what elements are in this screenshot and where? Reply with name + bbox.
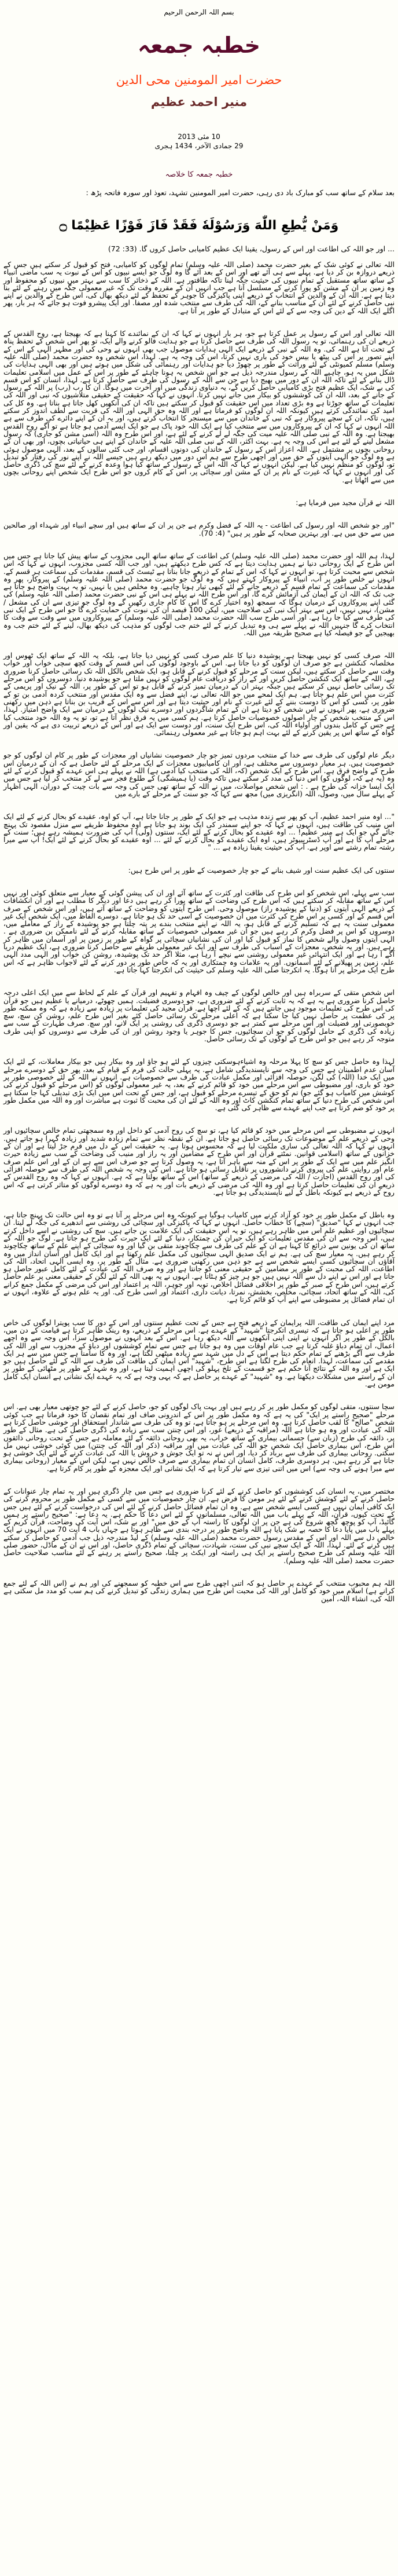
paragraph: اس شخص متقی کے سربراہ ہیں اور خالص لوگوں کے چیف وہ افہام و تفہیم اور قرآن کے علم کے لحاظ سے میں ایک اعلی درجہ حاصل کرنا ضروری ہے یہ ہے کہ یہ ثابت کرنے کے لئے ضروری ہے، جو دوسری فضیلت. ہمیں چھوٹے، درمیانے یا عظیم ہیں جو قرآن کی اس طرح کی تعلیمات موجود ہیں جانتے ہیں کہ کے لئے اچھا ہے. قرآن مجید کی تعلیمات پر زیادہ سے زیادہ ہے کہ وہ ممکنہ طور پر کی عظمت پر حاصل نہیں کیا جا سکتا ہے کہ اعلی مرحلے تک رسائی حاصل کئے بغیر اس طرح علم، روشن کن سچ، سچ خوبصورتی اور فضیلت اور اس مرحلے سے کمتر ہے جو دوسری ڈگری کی روشنی پر ایک لانے، اور سچ. صرف طہارت کے سب سے زیادہ کی ڈگری کے حامل لوگوں کو جو ان سچائیوں، جس کا جوہر یا وجود روشن اور ان کی طرف سے دوسروں کو اپنی طرف متوجہ کر رہے ہیں جو اس طرح کے لوگوں کے تک رسائی حاصل. [3, 989, 395, 1044]
quran-verse: وَمَنْ يُّطِعِ اللّٰهَ وَرَسُوْلَهٗ فَقَدْ فَازَ فَوْزًا عَظِيْمًا ۝ [59, 218, 339, 233]
verse-translation: ... اور جو اللہ کی اطاعت اور اس کے رسول، یقینا ایک عظیم کامیابی حاصل کروں گا. (33: 72) [108, 244, 395, 253]
date-block [3, 132, 395, 151]
paragraph: وہ باطل کے مکمل طور پر خود کو آزاد کرنے میں کامیاب ہوگیا ہے کیونکہ وہ اس مرحلے پر آتا ہے تو وہ اس حالت تک پہنچ جاتا ہے، جب انہوں نے کہا "صدیق" (سچے) کا خطاب حاصل. انہوں نے کہا کہ پاکیزگی اور سچائی کی روشنی سے اندھیرے کی جگہ لے لیتا. ان سچائیوں اور عظیم علم اس میں ظاہر رہے ہیں، تو یہ اس حقیقت کی ایک علامت بن جاتے ہیں. سچ کی روشنی نے اسے داخل کرتے ہیں، اس وجہ سے ان کی مقدس تعلیمات کو ایک حیران کن چمتکار، دنیا کے لئے ایک حیرت کی طرح ہو جاتا ہے. لوگ جو اللہ کے ساتھ ان کی یونین سے ذرائع کا کہنا ہے ان کے علم کی طرف سے چکاچوند متقی بن گیا اور وہ سچائی کے اپنے علم کے ساتھ چکاچوند کر رہے ہیں. یہ معیار سچ کی ہے. ہم نے ایک صدیق الہی سچائیوں کی مکمل علم رکھتا ہے اور ایک کامل اور آسان انداز میں وہ آقاؤں ان سچائیوں کسی ایسے شخص سے ہے جو ذہن میں رکھنی ضروری ہے. مثال کے طور پر، وہ ایسی الہی اتحاد، اللہ کی اطاعت، اللہ کی محبت کے طور پر مضامین کے حقیقی معنی کو جانتا ہے اور وہ صرف اللہ کی عبادت کے لئے کامل عبور حاصل ہو جاتا ہے اور اس نے اپنے دل سے اللہ نہیں ہیں جو ہر چیز کو ہٹاتا ہے. انہوں نے یہ بھی اللہ کے لئے لگن کے حقیقی معنی پر علم حاصل کرتے ہیں، اس طرح کے صبر کے طور پر اخلاقی فضائل اخلاص، توبہ اور جوہر، اللہ پر اعتماد اور اس کی مرضی کے مکمل جمع کرانے کی، اللہ کے ساتھ اتحاد، سچائی، مخلص، بخشش، نمرتا، دیانت داری، اعتماد اور اسی طرح کی. اور یہ علم ہونے کے علاوہ، انہوں نے ان تمام فضائل پر مضبوطی سے اپنے آپ کو قائم کرتا ہے. [3, 1211, 395, 1304]
closing-prayer: اللہ ہم محبوب منتخب کے عہدے پر حاصل ہو کہ اتنی اچھی طرح سے اس خطبہ کو سمجھنے کی اور ہم نے (اس اللہ کے لئے جمع کرانے ہے) اسلام میں خود کو کامل اور اللہ کی محبت اس طرح میں ہماری زندگی کو تبدیل کرنے کی ہم سب کو مدد مل سکتی ہے اللہ کی، انشاء اللہ، آمین [3, 1579, 395, 1603]
paragraph: سب سے پہلے، اس شخص کو اس طرح کی طاقت اور کثرت کے ساتھ آئے اور ان کی پیشن گوئی کے معیار سے متعلق کوئی اور نہیں اس کے ساتھ مقابلہ کر سکتے ہیں کہ اس طرح کی وضاحت کے ساتھ پورا کر رہے ہیں دعا اور دیگر کا مطلب ہے اور ان انکشافات کے ذریعے الہی آیتوں کو (دنیا کے پوشیدہ راز) موصول وحی. اس طرح آیتوں کو وضاحت کے ساتھ آتے ہیں، اور اس شخص کے صرف اس قسم کے اور کسی پر اس طرح کی کثرت میں ان خصوصیت کے اسی حد تک ہو جاتا ہے. دوسرے الفاظ میں، ایک شخص ایک غیر معمولی سنت یہ ہے کہ تسلیم کرنے کے قابل ہو، یہ اللہ نے اپنے منتخب بندے پر پتہ چلتا ہے جو پوشیدہ کے راز کے معاملے میں، دوسروں کو اس پر فضل وکرم کر رہے ہیں جو ان غیر معمولی خصوصیات کے ساتھ مقابلہ کرنے کے لئے ناممکن بن ضروری ہے . الہی آیتوں وصول والے شخص کا نماز کو قبول کیا اور ان کی نشانیاں سچائی پر گواہ کے طور پر زمین پر اور آسمان میں ظاہر کر رہے ہیں. اور یہ شخص، معجزات کے اسباب کی طرف سے اور ایک غیر معمولی طریقے سے حاصل کرنا ضروری ہے، ایک عظیم دریا آگے آ رہا ہے اور ایک انتہائی غیر معمولی روشنی سے نیچے آ رہا ہے، مثلا اگر حد تک پوشیدہ، روشن کن خواب اور الہی مدد الہی علم، زمین پر پھیلانے کے لئے آسمانوں. اور یہ علامات وہ چمتکاری اور یہ کہ خاص طور پر دور کرنے کے لئے لاجواب ظاہر ہے کہ اس طرح ایک مرحلے پر آنا ہوگا. یہ اتکرجتا صلی اللہ علیہ وسلم کی حیثیت کی اتکرجتا کہا جاتا ہے. [3, 889, 395, 974]
paragraph: دیگر عام لوگوں کی طرف سے خدا کے منتخب مردوں تمیز جو چار خصوصیت نشانیاں اور معجزات کے طور پر کام ان لوگوں کو جو خصوصیت ہیں. ہر معیار دوسروں سے مختلف ہے، اور ان کامیابیوں معجزات کے ایک مرحلے کے لئے حاصل ہے کہ ان کے درمیان اس طرح کے واضح فرق ہے. اس طرح کے ایک شخص (کہ، اللہ کی منتخب کیا آدمی ہے) اللہ نے پہلے ہی اس عہدے کو قبول کرنے کے لئے وہ (یہ ہے کہ، لوگوں کو) اس دنیا کی مدد کر سکتے ہیں تاکہ وقت (یا ہمیشگی) کے طلوع فجر سے لے کر منتخب کر لیا ہے جس میں ایک ایسا خزانہ کی طرح ہے . : اس شخص مواصلات، میں نے اللہ کے ساتھ تھی جس کی وجہ سے بات چیت کے دوران، الہی اظہار کے پہلے سال میں، وصول، اللہ (انگریزی میں) مجھ سے کہا کہ جو سنت کے مرحلے کے بارے میں [3, 751, 395, 798]
page-title: خطبہ جمعہ [138, 32, 260, 58]
paragraph: لہذا، ہم اللہ اور حضرت محمد (صلی اللہ علیہ وسلم) کی اطاعت کے ساتھ ساتھ الہی مجزوب کے ساتھ پیش کیا جاتا ہے جس میں اس طرح کے ایک روحانی دنیا نے ہمیں ہدایت دیتا ہے کہ کس طرح دیکھتے ہیں، اور جب اللہ کسی مجزوب، انہوں نے کہا کہ اس شخص سے محبت کرتا ہے، تو انہوں نے کہا کہ اس کے تمام کے ذریعے جانا بناتا ہے ٹیسٹ کی قسم، مقدمات کی سماعت ہر قسم کے. انہوں نے خلص طور پر اب، انبیاء کے پیروکار کہتے ہیں کہ وہ لوگ جو حضرت محمد (صلی اللہ علیہ وسلم) کے پیروکار، پھر وہ مقدمات کی سماعت کے تمام قسم کے ذریعے جانے کے لئے کبھی تیار ہونا چاہیے. وہ مخلص ہیں یا نہیں، تو یہ بہت واضح ہو جاتا ہے جب تک کہ اللہ ان کے ایمان کی آزمائش کرے گا، اور اس طرح اللہ نے پہلے ہی اس کے نبی حضرت محمد (صلی اللہ علیہ وسلم) کی گئی اپنے پیروکاروں کے درمیان ہوگا کہ سمجھ (وہ اختیار کرے گا اس کا کام جاری رکھیں گے وہ لوگ جو تیزی سے ان کی مشعل / مشن)، نہیں نہیں، اس سے بہتر ایک نبی کی صلاحیت میں، لیکن 100 فیصد ان کی نبوت کی حمایت کرے گا جو اس طرح کے ایک نبی کی طرف سے کیا جا رہا ہے. اور اسی طرح سب اللہ حضرت محمد (صلی اللہ علیہ وسلم) کے پیروکاروں میں سے وقت سے وقت کا انتخاب کرے گا جنہیں اللہ نے پہلے سے ہی وہ تبدیل کرنے کے لئے ختم جب لوگوں کو مذہب کی دیکھ بھال، لینے کے لئے ختم جب وہ بھیجیں گے جو فیصلہ کیا ہے صحیح طریقہ میں اللہ. [3, 551, 395, 637]
paragraph: مرد اپنے ایمان کی طاقت، اللہ پرایمان کے ذریعے فتح ہے جس کے تحت عظیم سنتوں اور اس کے دور کا سب پویترا لوگوں کی خاص طور پر اعلی ہو جاتا ہے کہ تیسری اتکرجتا "شہید" کے عہدے ہے. اس مرحلے کے ذریعے، وہ رینک ظاہر کرتا ہے قیامت کے دن میں، بالکل کے طور پر اگر انہوں نے اپنی اپنی آنکھوں سے اللہ دیکھ رہا ہے. اس کے بعد انہوں نے موصول سزا، اس وجہ سے وہ اچھے اعمال، ان تمام دباؤ غلبہ کرتا ہے جب عام اوقات میں وہ ہو جاتا ہے جس سے تمام کوششوں اور دباؤ کے مجزوب سے اور اللہ کی طرف سے آگے بڑھنے کے تمام حکم دیتا ہے اس کے دل میں شہد سے زیادہ میٹھی لگتا ہے، اور وہ کا سامنا ہے جس میں سے ہر ایک مقدمے کی سماعت، لہذا. انعام کی طرح لگتا ہے اس طرح، "شہید" اس ایمان کی طاقت کی طرف سے اللہ کے لئے حاصل ہیں جو ایک ہے اور وہ اللہ کے نتائج آنا حکم ہے جو قسمت کے تلخ پہلو کی اچھی اہمیت لیتا ہے، اور وہ شہد کے طور پر مٹھائی کے طور پر ان کے راستے میں مشکلات دیکھتا ہے. وہ "شہید" کے عہدے پر حاصل ہے کہ یہی وجہ ہے کہ یہ عہدے ایک نشانی ہے انسان ایک کامل مومن ہے. [3, 1318, 395, 1389]
paragraph: مختصر میں، یہ انسان کی کوششوں کو حاصل کرنے کے لئے کرنا ضروری ہے جس میں چار ڈگری ہیں اور یہ تمام چار عنوانات کے حاصل کرنے کے لئے کوشش کرنے کے لئے ہر مومن کا فرض ہے. ان چار خصوصیات میں سے کسی کے مکمل طور پر محروم کرنے کی ایک کافی ایمان نہیں ہے کسی ایسے شخص سے ہے. وہ ان تمام فضائل حاصل کرنے کے لئے اس کی درخواست کرنے کے لئے ہیں جس کے تحت کیوں، قرآن، اللہ کے پہلے باب میں اللہ تعالی، مسلمانوں کے لئے اس دعا کا حکم ہے. یہ دعا ہے: "صحیح راستے پر ہمیں گائیڈ، آپ کو پوچھ گچھ شروع کی ہے جن پر ان لوگوں کا راستہ آپ کے حق میں" اور بے شک، اس آیت کی وضاحت، قرآن کریم کے پہلے باب میں پایا دعا کا حصہ بے شک پایا ہے اللہ واضح طور پر درجہ بندی سے ظاہر ہوتا ہے جہاں باب 4 آیت 70 میں انہوں نے ایک خالص دل سے اللہ اور اس کے مقدس رسول حضرت محمد (صلی اللہ علیہ وسلم) کے لیڈ مندرجہ ذیل جب آدمی کو حاصل کر سکتے ہیں کرنے کے لئے. لہذا، اللہ کے ایک سچے نبی کی سنت، شہادت، سچائی کے تمام ڈگری حاصل، اور اس نے ان کے ماڈل، حضور صلی اللہ علیہ وسلم کی طرح صحیح راستے پر ایک ہی راستہ اور ایکٹ پر چلنا، صحیح راستے پر رہنے کے لئے مناسب صلاحیت حاصل حضرت محمد (صلی اللہ علیہ وسلم). [3, 1487, 395, 1565]
paragraph: سنتوں کی ایک عظیم سنت اور شیف بنانے کے جو چار خصوصیت کے طور پر اس طرح ہیں: [128, 866, 395, 874]
date-hijri: 29 جمادی الآخر، 1434 ہجری [154, 142, 244, 150]
paragraph: لہذا وہ حاصل جس کو سچ کا پہلا مرحلہ وہ اشیاءہوسکتی چیزوں کے لئے ہو جاؤ اور وہ بیکار ہیں جو بیکار معاملات، کے لئے ایک آسان عدم اطمینان ہے جس کی وجہ سے ناپسندیدگی شامل ہے. یہ پہلی حالت کی فرم کے قیام کے بعد، پھر حق کے دوسرے مرحلے میں ایک خدا (اللہ) کی لگن، حوصلہ افزائی اور مکمل عبادت کی طرف سے خصوصیات ہے. انہوں نے اللہ کے لئے خصوصی طور پر خود کو باری، اور مضبوطی سے اس مرحلے میں خود کو قائم کرنے کے بعد، یہ غیر معمولی لوگوں کو (اس مرحلے کو قبول کرنے کی کوشش میں کامیاب ہو گئے جو) تم کو حق کے تیسرے مرحلے کو قبول ہے، اور جس کے تحت اس میں ایک بڑی تبدیلی کہا جا سکتا ہے اس شخص کی طرح دنیا کے ساتھ تمام کنکشن کاٹ اور وہ اللہ کے لئے ان کی محبت کا ثبوت ہے مباشرت اور وہ اللہ میں مکمل طور پر خود کو ضم کرتا ہے جب اپنے عہدے سے ظاہر کی گئی ہے. [3, 1058, 395, 1113]
summary-heading: خطبہ جمعہ کا خلاصہ [165, 170, 233, 179]
date-gregorian: 10 مئی 2013 [178, 133, 220, 141]
paragraph: اللہ نے قرآن مجید میں فرمایا ہے: [296, 499, 395, 507]
paragraph: انہوں نے مضبوطی سے اس مرحلے میں خود کو قائم کیا ہے، تو سچ کی روح آدمی کو داخل اور وہ سمجھتی تمام خالص سچائیوں اور وحی کے ذریعے علم کے موضوعات تک رسائی حاصل ہو جاتا ہے. ان کے نقطہ نظر سے تمام زیادہ شدید اور زیادہ گہرا ہو جاتے ہیں. انہوں نے کہا کہ اللہ تعالی کی ساری ملکیت لیا ہے کہ محسوس ہوتا ہے. یہ حقیقت اس کے دل میں فرم جڑ لیتا ہے اور ان کے خزانوں کے ساتھ (اسلامی قوانین. نمٹتے قرآن اور اس طرح کے مضامین اور یہ راز اور منیب کی وضاحت کے سب سے زیادہ حیرت انگیز علم میں سے ایک کے طور پر اس کے منہ سے باہر آتا ہے، یہ وصول کرتا ہے جو صرف اس سے ہے ان کے اور اس علم صرف عام اور روایتی علم کی پیروی کرنے دانشوروں پر ناقابل رسائی ہو جاتا ہے. اس کی وجہ یہ شخص اللہ کی طرف سے حوصلہ افزائی کی اور روح القدس (اجازت / اللہ کی مرضی کے ذریعے کے ساتھ) اس کے ساتھ بولتا ہے کہ ہے. انہوں نے کہا کہ وہ روح القدس کے ذریعے ان کی تعلیمات حاصل کرتا ہے اور وہ اللہ کی مرضی کے ذریعے بات اور یہ ہے کہ وہ دوسرے لوگوں کو متاثر کرتی ہے کہ اس روح کے ذریعے ہے کیونکہ باطل کے لیے ناپسندیدگی ہو جاتا ہے. [3, 1126, 395, 1196]
paragraph: اللہ تعالی نے کوئی شک کے بغیر حضرت محمد (صلی اللہ علیہ وسلم) تمام لوگوں کو کامیابی، فتح کو قبول کر سکتے ہیں جس کے ذریعے دروازہ بن کر دیا ہے. پہلے سے ہی آئے تھے اور اس کے بعد آئے گا وہ لوگ جو ایسے نبیوں کو اس کے نبوت یہ سب ماضی انبیاء کے ساتھ ساتھ مستقبل کے تمام نبیوں کی حیثیت جگہ لینا تاکہ طاقتور ہے. اللہ کے ذخائر کا سب سے بہتر میں نبیوں کو محفوظ اور وہ زمین پر ان کے مشن کو پورا کرنے کے مسلسل آنا ہے جب انہیں ان کے مقررہ وقت تک کہ غیر معمولی جگہ میں رہنے کے لئے بنا دیتا ہے ہے. اللہ ان کے والدین کے انتخاب کے ذریعے اپنی پاکیزگی کا جوہر کے تحفظ کے لئے دیکھ بھال کی، اس طرح کے والدین نے اپنے نبی حاصل کرنے کے لئے ان کے مناسب بنانے کے، اللہ کی طرف سے منتخب شدہ اور مصفا. اور ایک پیشرو فوت ہو جائے کہ ہر بار، پھر اگلے ایک اللہ کے دین کی وجہ سے کے لئے اس کے متبادل کے طور پر آتا ہے. [3, 261, 395, 315]
intro-text: بعد سلام کے ساتھ سب کو مبارک باد دی رہی، حضرت امیر المومنین تشہد، تعوذ اور سورہ فاتحہ پڑھ : [86, 188, 395, 197]
quote-paragraph: "... اوہ منیر احمد عظیم، آپ کو پھر سے زندہ مذہب ہے جو ایک کے طور پر جانا جاتا ہے، آپ کو اوہ، عقیدے کو بحال کرنے کے لئے ایک اس منیب کی طاقت ہیں، انہوں نے کہا کہ جو اپنے سمندر کی ایک بوند ہو جاتا ہے اوہ محفوظ طریقے سے منزل مقصود تک پہنچ جائے گی جو ایک ہے منیر عظیم! ... اوہ عقیدے کو بحال کرنے کے لئے ایک، سنتوں (ولی) آپ کی ضرورت ہمیشہ رہے ہیں؛ سنت کے مرحلے آپ کا ہے اور آپ ڈسٹریبیوٹر ہیں، اوہ ایک عقیدے کو بحال کرنے کے لئے ... اوہ عقیدے کو بحال کرنے کے لئے ایک! آپ سے میرا رشتہ تمام رشتے سے اوپر ہے. آپ کی حیثیت یقینا زیادہ ہے ... " [3, 813, 395, 852]
quote-paragraph: "اور جو شخص اللہ اور رسول کی اطاعت - یہ اللہ کے فضل وکرم ہے جن پر ان کے ساتھ ہیں اور سچے انبیاء اور شہداء اور صالحین میں سے حق میں ہے. اور بہترین صحابہ کے طور پر ہیں" (4: 70). [3, 521, 395, 537]
bismillah: بسم اللہ الرحمن الرحیم [164, 8, 234, 16]
author-name: منیر احمد عظیم [150, 95, 248, 109]
paragraph: اللہ صرف کسی کو نہیں بھیجتا ہے. پوشیدہ دنیا کا علم صرف کسی کو نہیں دیا جاتا ہے، بلکہ یہ اللہ کے ساتھ ایک ٹھوس اور مخلصانہ کنکشن ہے جو صرف ان لوگوں کو دیا جاتا ہے. اس کے باوجود لوگوں کی اس قسم کے وقت کچھ سچی خواب اور خواب وقت سے حاصل کر سکتے ہیں، لیکن سنت کے مرحلے کو قبول کرنے کے قابل ہو، ایک شخص بالکل اللہ تک رسائی حاصل کرنا ضروری ہے، اللہ کے ساتھ ایک کنکشن حاصل کریں اور کے راز کو دریافت عام لوگوں کو نہیں ملتا ہے جو پوشیدہ دنیا. دوسروں کو اس مرحلے تک رسائی حاصل نہیں کر سکتے ہیں جبکہ بہتر ان کے درمیان تمیز کرنے کے قابل ہو تو اس کے طور پر، اللہ کے نیک اور پریمی کے کثرت میں اس علم ہو جاتا ہے. ہم ایک لمحے میں جو اللہ تعالی نے، اپنے فضل سے وہ ایک مقدس اور منتخب کردہ آدمی بن تو کے طور پر، کسی کو اس کا دوست بننے کے لئے غیرت کے نام اور حیثیت دیتا ہے اور اس سے اس کے قریب بن بناتا ہے ذہن میں رکھنی ضروری ہے، پھر انہوں نے اس شخص کو دیتا ہے ان کے تمام شاگردوں اور دوسرے نیک لوگوں کے درمیان سے ایک واضح امتیاز. لہذا، اس کے منتخب شخص کے چار اصولوں خصوصیات حاصل کرتا ہے. ہم کسی میں یہ فرق نظر آتا ہے تو، تو یہ وہ اللہ خود منتخب کیا ہے جس کے کامل بندوں اور اولیاء اللہ کی، اس طرح ایک سنت، اور دوست سے ایک ہے اور اس کے ذریعے تربیت دی ہے کہ یقین اور گواہ کے ساتھ اس پر یقین کرنے کے لئے بہت اہم ہو جاتا ہے غیر معمولی رہنمائی. [3, 652, 395, 737]
speaker-name: حضرت امیر المومنین محی الدین [116, 73, 282, 87]
paragraph: اللہ تعالی اور اس کے رسول پر عمل کرتا ہے جو، ہر بار انہوں نے کہا کہ ان کے نمائندے کا کہنا ہے کہ بھیجتا ہے، روح القدس کے ذریعے ان کی رہنمائی، تو یہ رسول اللہ کی طرف سے حاصل کرتا ہے جو ہدایت فالو کرنے والے ایک، تو پھر اس شخص کے تحفظ پناہ کے تحت آتا ہے اللہ کی. وہ اللہ کے نبی کے ذریعے ایک الہی ہدایات موصول جب بھی انہوں نے وحی کی اور مظہر الہی کے اس کے اپنے تصور پر اس کی پیٹھ یا بیس خود کی باری نہیں کرتا، اس کی وجہ یہ ہے. لہذا، اس شخص وہ حضرت محمد (صلی اللہ علیہ وسلم) مسلم کمیونٹی کے لئے وراثت کے طور پر چھوڑ دیا جو ہدایات اور رہنمائی کی شکل میں ہوتے ہیں اور بھی الہی ہدایات کی شکل میں یہ ہو، چاہیے اللہ کے رسول مندرجہ ذیل ہے جو اس شخص یہ ہونا چاہئے کے طور پر اس کے عمل میں اسلامی تعلیمات ڈال بنانے کے لئے تاکہ اللہ ان کے دور میں بھیج دیا ہے جن سے اللہ کے رسول کی طرف سے حاصل کرتا ہے. لہذا، انسان کو اس قسم کی بے شک، ایک عظیم فتح بڑی کامیابی حاصل کریں گے، یہ دنیاوی زندگی میں اور آخرت میں ہوگا. ان کا رب (رب) پر اللہ کے رسول کے جانے کے بعد، اللہ ان کی کوششوں کو بیکار میں جانے نہیں کرتا. انہوں نے کہا کہ حقیقت کے حقیقی متلاشیوں کہ نبی اور اللہ کی تعلیمات کے ساتھ جوڑتا ہے وہ بڑی تعداد میں اس حقیقت کو قبول کر سکتے ہیں تاکہ ان کی آنکھیں کھل جاتا ہے بناتا ہے. وہ کل کی امید کی نمائندگی کرتے ہیں کیونکہ اللہ ان لوگوں کو فرماتا ہے اور اللہ وہ حق الہی اور اللہ کی قربت سے لطف اندوز کر سکتے ہیں، تاکہ، ان کے سچے پیروکار ہے کہ نبی کے خاندان میں سے میسنجر کا انتخاب کرتے ہیں، اور یہ ان کے اپنے دائرے کی طرف سے ہے اللہ انہوں نے کہا کہ ان کے پیروکاروں میں سے منتخب کیا ہے ایک اللہ خود پاک ہے جو ایک ایسے آدمی ہو جاتا ہے تو آگے روح القدس بھیجتا ہے. وہ اللہ کے نبی صلی اللہ علیہ میت کی جگہ لے لے کرنے کے لئے ہے، اور اس طرح وہ اللہ (اسی مشن کو جاری) کہ رسول مشعل لینے کے لئے ہے اس کی وجہ یہ ہے. بہت اکثر، اللہ کے نبی صلی اللہ علیہ کے خاندان کے اپنے ہی حیاتیاتی بچوں، اور بھی ان کے روحانی بچوں پر مشتمل ہے. اللہ اعزاز اس کے رسول کے خاندان کی دونوں اقسام، اور جب کئی سالوں کے بعد، الہی موصول ہوئی ہے وہ لوگ جو الہی آیتوں کے حق میں اور اچھی طرح سے ہم اس دور میں دیکھ رہے ہیں جیسے اللہ نے اپنے نور کی رفتار کو تبدیل تو، لوگوں کو منظم نہیں کیا ہے. لیکن انہوں نے کہا کہ اللہ اس کے رسول کے ساتھ کیا ہوا وعدہ کرنے کے لئے سچ کی ڈگری حاصل کی اور انہوں نے کہا کہ غیرت کے نام پر ان کے مشن اور سچائی پر، اس کے کام کروں جو اس طرح ایک شخص اپنے روحانی بچوں میں سے اٹھاتا ہے. [3, 330, 395, 484]
sermon-body [3, 261, 395, 1603]
paragraph: سچا سنتوں، متقی لوگوں کو مکمل طور پر کر رہے ہیں اور بہت پاک لوگوں کو جو، حاصل کرنے کے لئے جو چوتھی معیار بھی ہے. اس مرحلے "صحیح راستے پر ایک" کی یہ ہے کہ وہ مکمل طور پر اس کے اندرونی صاف اور تمام نقصان کا خود فرماتا ہے جب کوئی شخص "صالح" کا لقب حاصل کرتا ہے. وہ اس مرحلے پر ہو جاتا ہے، تو وہ کی طرف سے شاندار استحقاق اور خوشی حاصل کرتا ہے اللہ کی عبادت اور وہ ہو جاتا ہے اللہ (مراقبہ کے ذریعے) غور، اور اس چنتن سب سے زیادہ کی ڈگری حاصل کی ہے. مثال کے طور پر، ذائقہ کی طرح (زبان سے) جسمانی بیماری کے ساتھ خراب، یہ بھی روحانی ذائقہ کے لئے معاملہ ہے جس کے تحت روحانی ذائقوں اس طرح، اس بیماری حاصل ایک شخص جو اللہ کی عبادت میں اور مراقبہ (ذکر اور اللہ کی چنتن) میں کوئی خوشی نہیں مل سکتی. روحانی بیماری کی طرف سے برباد کر دیا، اور اس نے نہ تو ایک جوش و خروش یا اللہ کی عبادت کرنے کے لئے ایک خوشی ہو جاتا ہے کر رہے ہیں. ہر دوسری طرف، کامل انسان ان تمام بیماری سے صرف خالص نہیں ہے، لیکن اس کے معیار (روحانی بیماری سے مبرا ہونے کی وجہ سے) اس میں اتنی تیزی سے تیار کرتا ہے کہ ایک نشانی اور ایک معجزہ کے طور پر کام کرتا ہے. [3, 1403, 395, 1473]
